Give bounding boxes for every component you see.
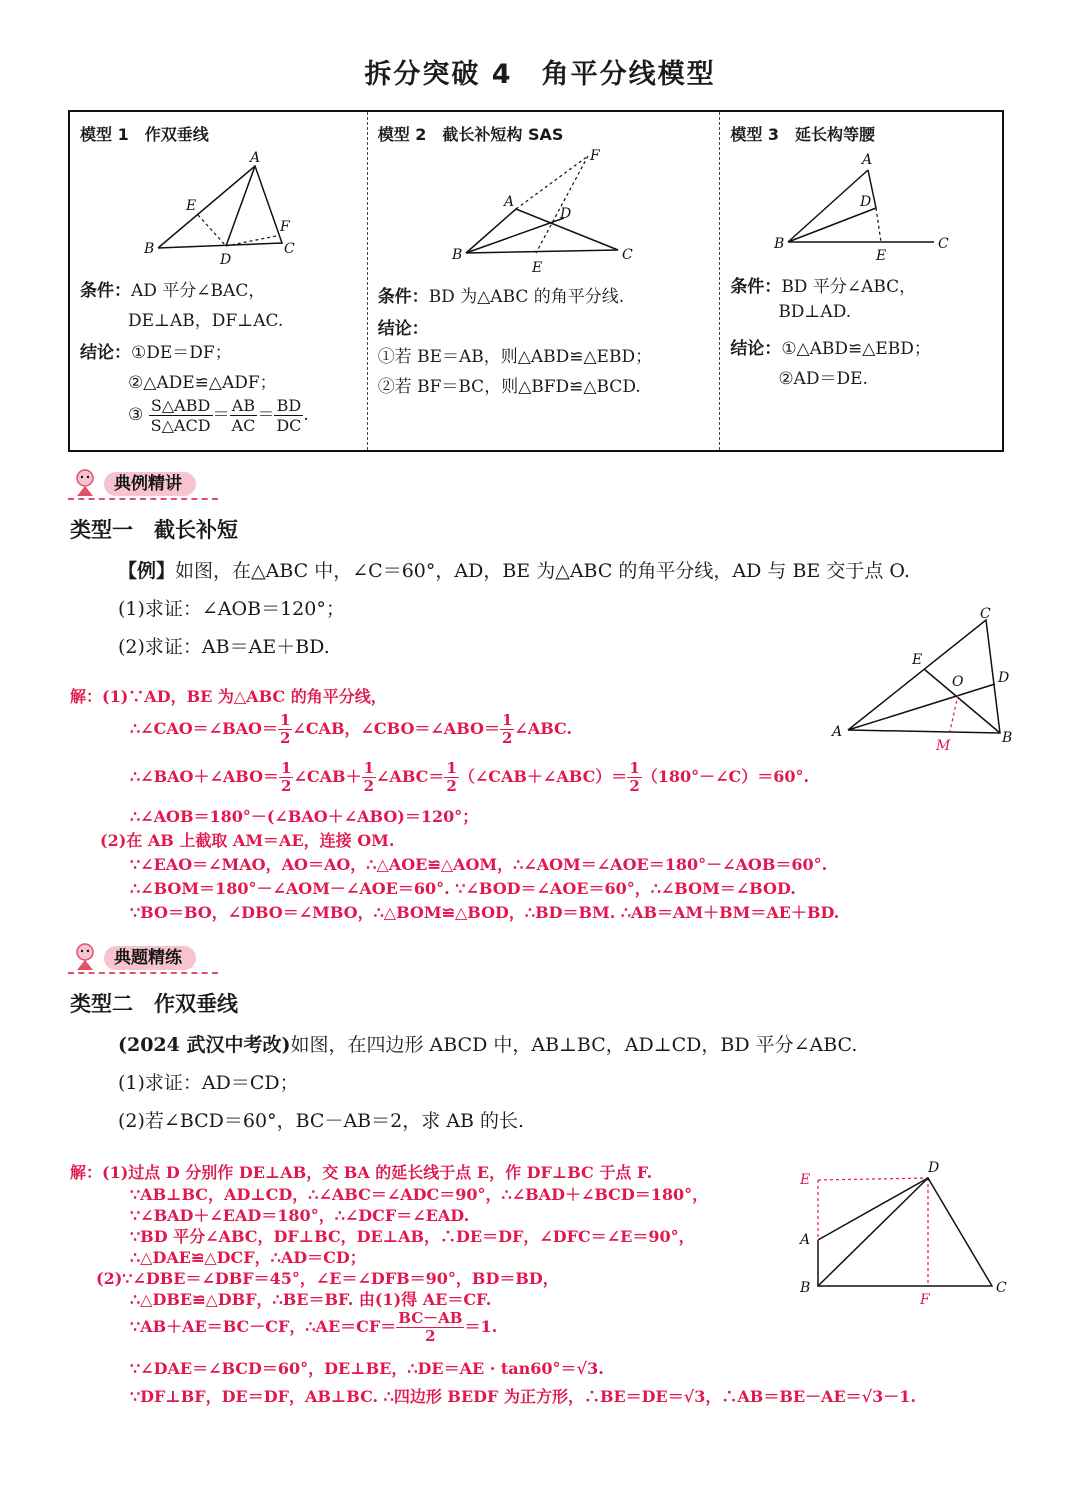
model-2-cell (367, 112, 720, 450)
example-statement: 【例】如图，在△ABC 中，∠C＝60°，AD，BE 为△ABC 的角平分线，AD 与 BE 交于点 O. (118, 560, 910, 582)
model-1-conclusion-2: ②△ADE≌△ADF； (128, 373, 277, 393)
solution-1-line-2: ∴∠CAO＝∠BAO＝ $\frac{1}{2}$ ∠CAB，∠CBO＝∠ABO＝ $\frac{1}{2}$ ∠ABC. (130, 711, 573, 747)
solution-2-line-4: ∵BD 平分∠ABC，DF⊥BC，DE⊥AB，∴DE＝DF，∠DFC＝∠E＝90°， (130, 1227, 695, 1246)
model-2-header: 模型 2 截长补短构 SAS (377, 125, 564, 144)
ex-label-B: B (1002, 730, 1013, 746)
banner-practice-label: 典题精练 (104, 946, 196, 970)
type-1-heading: 类型一 截长补短 (70, 518, 238, 542)
model-3-conclusion: 结论：①△ABD≌△EBD； (730, 339, 931, 359)
solution-2-line-6: (2)∵∠DBE＝∠DBF＝45°，∠E＝∠DFB＝90°，BD＝BD， (96, 1269, 559, 1288)
model-1-cell (70, 112, 367, 450)
p2-label-B: B (800, 1280, 811, 1296)
solution-1-line-8: ∵BO＝BO，∠DBO＝∠MBO，∴△BOM≌△BOD，∴BD＝BM. ∴AB＝AM＋BM＝AE＋BD. (130, 903, 840, 922)
banner-examples-label: 典例精讲 (104, 472, 196, 496)
problem-2-question-1: (1)求证：AD＝CD； (118, 1072, 299, 1094)
solution-2-line-9: ∵∠DAE＝∠BCD＝60°，DE⊥BE，∴DE＝AE · tan60°＝√3. (130, 1359, 604, 1378)
banner-practice (68, 940, 228, 974)
m1-label-E: E (186, 198, 197, 214)
solution-1-line-1: 解：(1)∵AD，BE 为△ABC 的角平分线， (70, 687, 387, 706)
mascot-icon (68, 466, 102, 500)
m2-label-C: C (621, 247, 633, 263)
m2-label-F: F (589, 148, 600, 164)
m1-label-C: C (284, 241, 295, 257)
m1-label-D: D (220, 252, 232, 268)
problem-2-question-2: (2)若∠BCD＝60°，BC－AB＝2，求 AB 的长. (118, 1110, 525, 1132)
ex-label-D: D (998, 670, 1010, 686)
solution-2-line-8: ∵AB＋AE＝BC－CF，∴AE＝CF＝ $\frac{BC-AB}{2}$ ＝1. (130, 1309, 498, 1345)
page-title: 拆分突破 4 角平分线模型 (364, 59, 716, 90)
ex-label-E: E (912, 652, 923, 668)
solution-1-line-5: (2)在 AB 上截取 AM＝AE，连接 OM. (100, 831, 395, 850)
m1-label-B: B (144, 241, 155, 257)
mascot-icon (68, 940, 102, 974)
model-3-header: 模型 3 延长构等腰 (730, 125, 876, 144)
m1-label-F: F (280, 219, 290, 235)
area-ratio-fraction: $\frac{\text{S△ABD}}{\text{S△ACD}}$ (150, 396, 211, 435)
model-1-condition-2: DE⊥AB，DF⊥AC. (128, 311, 284, 331)
m3-label-D: D (860, 194, 872, 210)
model-2-conclusion-2: ②若 BF＝BC，则△BFD≌△BCD. (377, 377, 641, 397)
side-ratio-fraction: $\frac{AB}{AC}$ (231, 396, 256, 435)
model-2-figure (448, 146, 648, 276)
solution-2-line-5: ∴△DAE≌△DCF，∴AD＝CD； (130, 1248, 366, 1267)
model-1-conclusion: 结论：①DE＝DF； (80, 343, 232, 363)
solution-2-line-3: ∵∠BAD＋∠EAD＝180°，∴∠DCF＝∠EAD. (130, 1206, 470, 1225)
ex-label-M: M (936, 738, 951, 754)
problem-2-figure (792, 1156, 1022, 1306)
model-3-figure (764, 148, 964, 268)
m2-label-D: D (559, 206, 571, 222)
p2-label-A: A (800, 1232, 811, 1248)
segment-ratio-fraction: $\frac{BD}{DC}$ (276, 396, 302, 435)
model-3-condition: 条件：BD 平分∠ABC， (730, 277, 917, 297)
p2-label-C: C (996, 1280, 1007, 1296)
model-1-conclusion-3: ③ $\frac{\text{S△ABD}}{\text{S△ACD}}$ ＝ $\frac{AB}{AC}$ ＝ $\frac{BD}{DC}$ . (128, 396, 309, 435)
solution-2-line-2: ∵AB⊥BC，AD⊥CD，∴∠ABC＝∠ADC＝90°，∴∠BAD＋∠BCD＝180°， (130, 1185, 709, 1204)
m2-label-B: B (451, 247, 462, 263)
solution-2-line-10: ∵DF⊥BF，DE＝DF，AB⊥BC. ∴四边形 BEDF 为正方形，∴BE＝DE＝√3，∴AB＝BE－AE＝√3－1. (130, 1387, 917, 1406)
models-table (68, 110, 1004, 452)
model-2-conclusion-label: 结论： (377, 319, 429, 339)
ex-label-C: C (980, 606, 991, 622)
model-2-condition: 条件：BD 为△ABC 的角平分线. (377, 287, 625, 307)
m3-label-C: C (938, 236, 950, 252)
m3-label-E: E (876, 248, 887, 264)
solution-1-line-3: ∴∠BAO＋∠ABO＝ $\frac{1}{2}$ ∠CAB＋ $\frac{1}{2}$ ∠ABC＝ $\frac{1}{2}$ （∠CAB＋∠ABC）＝ $\frac{1}{2}$ （180°－∠C）＝60°. (130, 759, 810, 795)
p2-label-F: F (920, 1292, 930, 1306)
example-question-1: (1)求证：∠AOB＝120°； (118, 598, 345, 620)
solution-1-line-7: ∴∠BOM＝180°－∠AOM－∠AOE＝60°. ∵∠BOD＝∠AOE＝60°，∴∠BOM＝∠BOD. (130, 879, 796, 898)
p2-label-E: E (800, 1172, 811, 1188)
banner-examples (68, 466, 228, 500)
example-figure (828, 600, 1028, 760)
m3-label-B: B (774, 236, 785, 252)
example-question-2: (2)求证：AB＝AE＋BD. (118, 636, 330, 658)
solution-2-line-7: ∴△DBE≌△DBF，∴BE＝BF. 由(1)得 AE＝CF. (130, 1290, 492, 1309)
problem-2-statement: (2024 武汉中考改)如图，在四边形 ABCD 中，AB⊥BC，AD⊥CD，BD 平分∠ABC. (118, 1034, 858, 1056)
ex-label-O: O (952, 674, 964, 690)
solution-2-line-1: 解：(1)过点 D 分别作 DE⊥AB，交 BA 的延长线于点 E，作 DF⊥BC 于点 F. (70, 1163, 653, 1182)
model-3-condition-2: BD⊥AD. (778, 302, 852, 322)
model-1-header: 模型 1 作双垂线 (80, 125, 209, 144)
model-1-condition: 条件：AD 平分∠BAC， (80, 281, 266, 301)
model-1-figure (140, 150, 340, 270)
solution-1-line-6: ∵∠EAO＝∠MAO，AO＝AO，∴△AOE≌△AOM，∴∠AOM＝∠AOE＝180°－∠AOB＝60°. (130, 855, 828, 874)
type-2-heading: 类型二 作双垂线 (70, 992, 238, 1016)
p2-label-D: D (928, 1160, 940, 1176)
m3-label-A: A (862, 152, 873, 168)
model-3-cell (719, 112, 1002, 450)
solution-1-line-4: ∴∠AOB＝180°－(∠BAO＋∠ABO)＝120°； (130, 807, 479, 826)
model-2-conclusion: ①若 BE＝AB，则△ABD≌△EBD； (377, 347, 653, 367)
m2-label-E: E (531, 260, 542, 276)
m2-label-A: A (503, 194, 514, 210)
model-3-conclusion-2: ②AD＝DE. (778, 369, 868, 389)
m1-label-A: A (250, 150, 261, 166)
ex-label-A: A (832, 724, 843, 740)
